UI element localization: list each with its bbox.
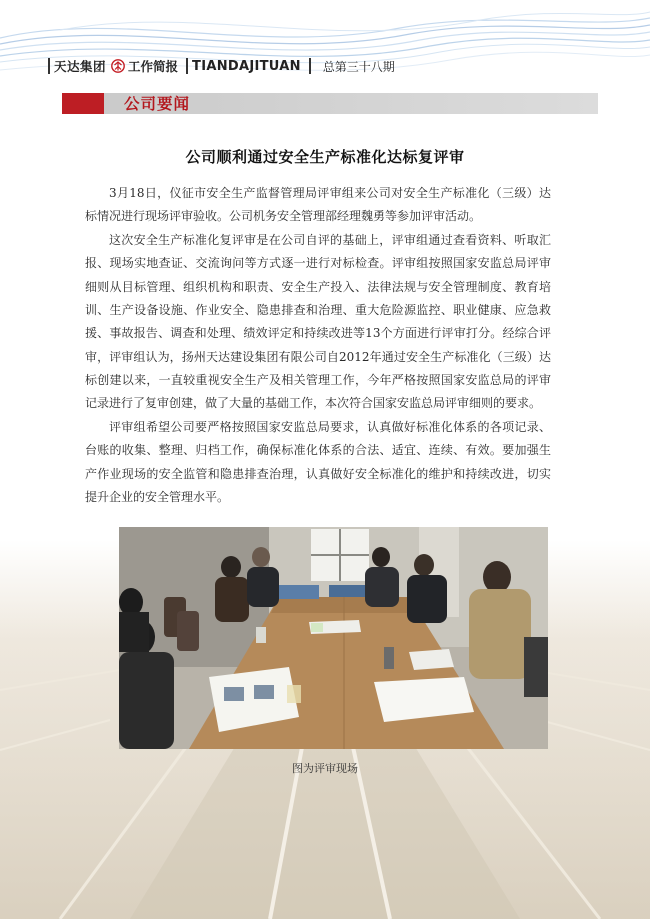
english-company-name: TIANDAJITUAN (192, 58, 301, 74)
company-logo-icon (111, 59, 125, 73)
brief-title: 工作简报 (128, 59, 179, 74)
header-separator (186, 58, 188, 74)
section-accent-block (62, 93, 104, 114)
header-separator-2 (309, 58, 311, 74)
photo-caption: 图为评审现场 (292, 762, 358, 775)
section-title: 公司要闻 (124, 94, 191, 113)
article-paragraph-3: 评审组希望公司要严格按照国家安监总局要求，认真做好标准化体系的各项记录、台账的收集、整理、归档工作，确保标准化体系的合法、适宜、连续、有效。要加强生产作业现场的安全监管和隐患排查治理，认真做好安全标准化的维护和持续改进，切实提升企业的安全管理水平。 (85, 419, 551, 504)
header-wave-decoration (0, 0, 650, 100)
article-paragraph-2: 这次安全生产标准化复评审是在公司自评的基础上，评审组通过查看资料、听取汇报、现场实地查证、交流询问等方式逐一进行对标检查。评审组按照国家安监总局评审细则从目标管理、组织机构和职责、安全生产投入、法律法规与安全管理制度、教育培训、生产设备设施、作业安全、隐患排查和治理、重大危险源监控、职业健康、应急救援、事故报告、调查和处理、绩效评定和持续改进等13个方面进行评审打分。经综合评审，评审组认为，扬州天达建设集团有限公司自2012年通过安全生产标准化（三级）达标创建以来，一直较重视安全生产及相关管理工作，今年严格按照国家安监总局的评审记录进行了复审创建，做了大量的基础工作，本次符合国家安监总局评审细则的要求。 (85, 233, 551, 411)
running-header (48, 57, 395, 75)
article-paragraph-1: 3月18日，仪征市安全生产监督管理局评审组来公司对安全生产标准化（三级）达标情况进行现场评审验收。公司机务安全管理部经理魏勇等参加评审活动。 (85, 186, 551, 224)
group-name: 天达集团 (54, 59, 107, 74)
article-headline: 公司顺利通过安全生产标准化达标复评审 (185, 148, 465, 166)
section-banner (62, 93, 598, 114)
article-body (85, 182, 551, 510)
issue-number: 总第三十八期 (322, 59, 395, 74)
header-divider (48, 58, 50, 74)
meeting-photo-image (119, 527, 548, 749)
meeting-photo (119, 527, 548, 749)
